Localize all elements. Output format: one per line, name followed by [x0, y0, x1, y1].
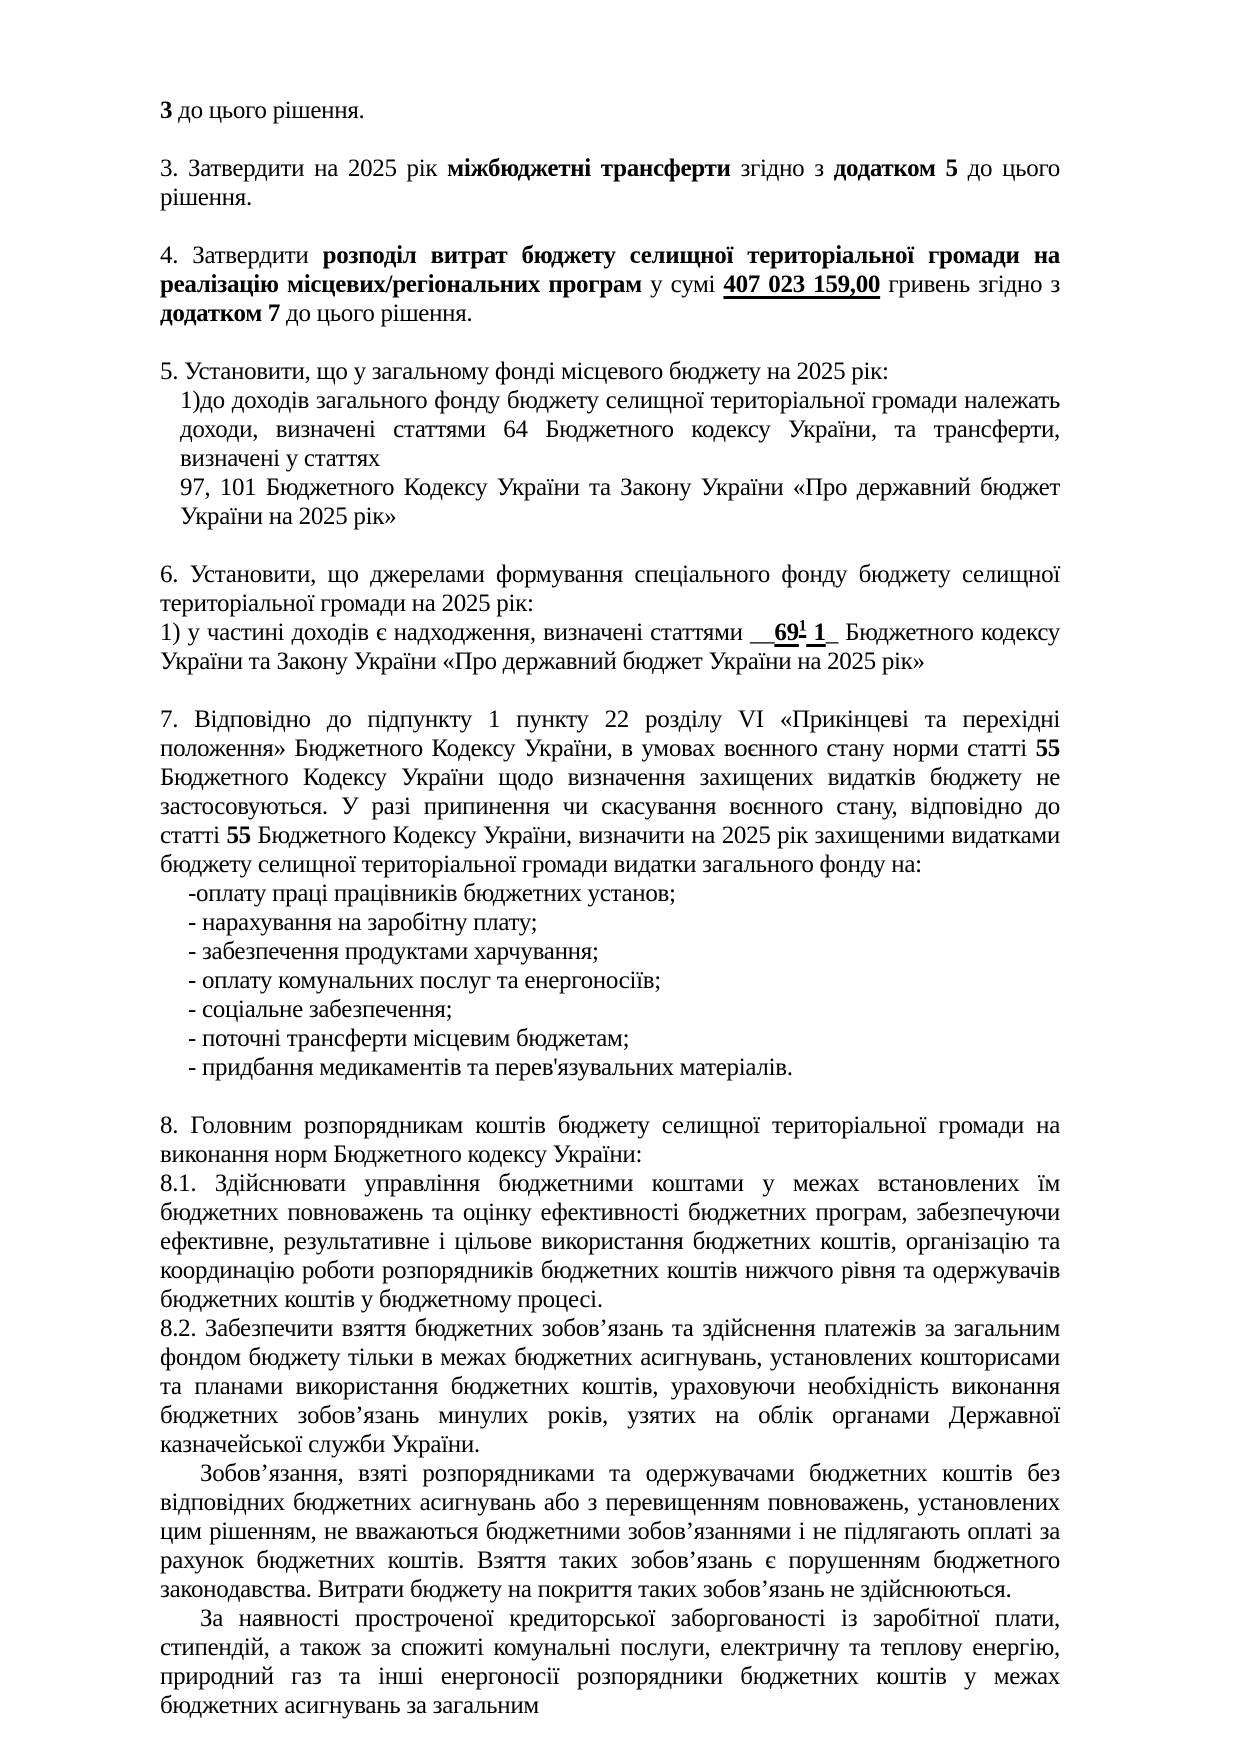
text-run: до цього рішення.	[280, 300, 473, 327]
emphasized-text-run: розподіл витрат бюджету селищної територіальної громади на реалізацію місцевих/регіональних програм	[160, 242, 1060, 298]
paragraph	[188, 937, 1060, 966]
text-run: 1)до доходів загального фонду бюджету селищної територіальної громади належать доходи, визначені статтями 64 Бюджетного кодексу України, та трансферти, визначені у статтях	[180, 387, 1060, 472]
paragraph-spacer	[160, 328, 1060, 357]
paragraph	[160, 357, 1060, 386]
paragraph	[188, 966, 1060, 995]
text-run: __	[749, 619, 775, 646]
text-run: 8. Головним розпорядникам коштів бюджету селищної територіальної громади на виконання норм Бюджетного кодексу України:	[160, 1112, 1060, 1168]
text-run: 5. Установити, що у загальному фонді місцевого бюджету на 2025 рік:	[160, 358, 889, 385]
paragraph	[188, 879, 1060, 908]
paragraph	[160, 154, 1060, 212]
text-run: до цього рішення.	[172, 97, 365, 124]
paragraph-spacer	[160, 125, 1060, 154]
paragraph	[188, 1053, 1060, 1082]
text-run: 3. Затвердити на 2025 рік	[160, 155, 448, 182]
emphasized-text-run: 55	[226, 822, 251, 849]
paragraph	[160, 1169, 1060, 1314]
paragraph	[160, 560, 1060, 618]
emphasized-text-run: 1	[806, 619, 826, 646]
paragraph	[160, 1111, 1060, 1169]
paragraph	[188, 995, 1060, 1024]
text-run: Бюджетного кодексу України та Закону України «Про державний бюджет України на 2025 рік»	[160, 619, 1061, 675]
text-run: -оплату праці працівників бюджетних установ;	[188, 880, 676, 907]
text-run: - оплату комунальних послуг та енергоносіїв;	[188, 967, 661, 994]
paragraph	[160, 96, 1060, 125]
text-run: до цього рішення.	[160, 155, 1060, 211]
paragraph	[180, 386, 1060, 473]
paragraph	[160, 705, 1060, 879]
text-run: 7. Відповідно до підпункту 1 пункту 22 розділу VI «Прикінцеві та перехідні положення» Бюджетного Кодексу України, в умовах воєнного стану норми статті	[160, 706, 1060, 762]
text-run: 1) у частині доходів є надходження, визначені статтями	[160, 619, 750, 646]
paragraph-spacer	[160, 676, 1060, 705]
text-run: 8.2. Забезпечити взяття бюджетних зобов’язань та здійснення платежів за загальним фондом бюджету тільки в межах бюджетних асигнувань, установлених кошторисами та планами використання бюджетних коштів, ураховуючи необхідність виконання бюджетних зобов’язань минулих років, узятих на облік органами Державної казначейської служби України.	[160, 1315, 1060, 1458]
emphasized-text-run: 3	[160, 97, 173, 124]
emphasized-text-run: додатком 7	[160, 300, 281, 327]
emphasized-text-run: 1	[798, 617, 807, 635]
paragraph-spacer	[160, 212, 1060, 241]
text-run: Бюджетного Кодексу України, визначити на 2025 рік захищеними видатками бюджету селищної територіальної громади видатки загального фонду на:	[160, 822, 1060, 878]
paragraph	[160, 1459, 1060, 1604]
paragraph	[160, 1314, 1060, 1459]
emphasized-text-run: додатком 5	[833, 155, 958, 182]
text-run: - поточні трансферти місцевим бюджетам;	[188, 1025, 630, 1052]
document-body	[160, 96, 1060, 1720]
text-run: Зобов’язання, взяті розпорядниками та одержувачами бюджетних коштів без відповідних бюджетних асигнувань або з перевищенням повноважень, установлених цим рішенням, не вважаються бюджетними зобов’язаннями і не підлягають оплаті за рахунок бюджетних коштів. Взяття таких зобов’язань є порушенням бюджетного законодавства. Витрати бюджету на покриття таких зобов’язань не здійснюються.	[160, 1460, 1060, 1603]
paragraph	[160, 618, 1060, 676]
paragraph	[160, 1604, 1060, 1720]
text-run: у сумі	[641, 271, 724, 298]
text-run: гривень згідно з	[880, 271, 1061, 298]
text-run: 4. Затвердити	[160, 242, 323, 269]
text-run: 6. Установити, що джерелами формування спеціального фонду бюджету селищної територіальної громади на 2025 рік:	[160, 561, 1060, 617]
emphasized-text-run: 407 023 159,00	[723, 271, 881, 298]
paragraph	[188, 908, 1060, 937]
emphasized-text-run: 55	[1035, 735, 1060, 762]
paragraph	[160, 241, 1060, 328]
text-run: - соціальне забезпечення;	[188, 996, 453, 1023]
text-run: _	[825, 619, 838, 646]
text-run: 97, 101 Бюджетного Кодексу України та Закону України «Про державний бюджет України на 2025 рік»	[180, 474, 1060, 530]
emphasized-text-run: 69	[774, 619, 799, 646]
text-run: 8.1. Здійснювати управління бюджетними коштами у межах встановлених їм бюджетних повноважень та оцінку ефективності бюджетних програм, забезпечуючи ефективне, результативне і цільове використання бюджетних коштів, організацію та координацію роботи розпорядників бюджетних коштів нижчого рівня та одержувачів бюджетних коштів у бюджетному процесі.	[160, 1170, 1060, 1313]
text-run: За наявності простроченої кредиторської заборгованості із заробітної плати, стипендій, а також за спожиті комунальні послуги, електричну та теплову енергію, природний газ та інші енергоносії розпорядники бюджетних коштів у межах бюджетних асигнувань за загальним	[160, 1605, 1060, 1719]
text-run: Бюджетного Кодексу України щодо визначення захищених видатків бюджету не застосовуються. У разі припинення чи скасування воєнного стану, відповідно до статті	[160, 764, 1060, 849]
paragraph-spacer	[160, 1082, 1060, 1111]
paragraph	[180, 473, 1060, 531]
text-run: - нарахування на заробітну плату;	[188, 909, 538, 936]
paragraph	[188, 1024, 1060, 1053]
emphasized-text-run: міжбюджетні трансферти	[447, 155, 731, 182]
text-run: - забезпечення продуктами харчування;	[188, 938, 599, 965]
text-run: - придбання медикаментів та перев'язувальних матеріалів.	[188, 1054, 793, 1081]
text-run: згідно з	[730, 155, 834, 182]
paragraph-spacer	[160, 531, 1060, 560]
